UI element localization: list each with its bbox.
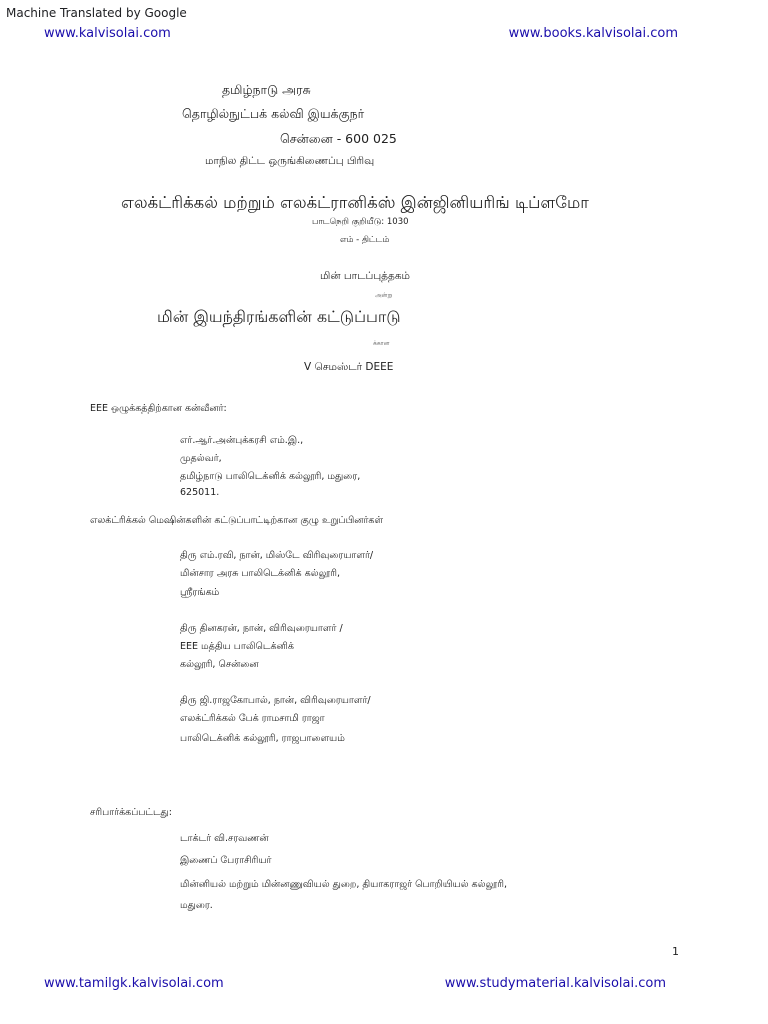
on-line: அன்று <box>375 292 393 299</box>
textbook-line: மின் பாடப்புத்தகம் <box>320 270 410 282</box>
header-link-kalvisolai[interactable]: www.kalvisolai.com <box>44 26 171 41</box>
cell-line: மாநில திட்ட ஒருங்கிணைப்பு பிரிவு <box>205 155 375 167</box>
course-code: பாடநெறி குறியீடு: 1030 <box>312 217 409 227</box>
convener-institution: தமிழ்நாடு பாலிடெக்னிக் கல்லூரி, மதுரை, <box>180 471 361 482</box>
for-line: க்கான <box>373 340 390 347</box>
machine-translated-banner: Machine Translated by Google <box>6 6 187 20</box>
convener-pincode: 625011. <box>180 487 220 498</box>
program-title: எலக்ட்ரிக்கல் மற்றும் எலக்ட்ரானிக்ஸ் இன்ஜினியரிங் டிப்ளமோ <box>121 193 589 212</box>
member-line: பாலிடெக்னிக் கல்லூரி, ராஜபாளையம் <box>180 733 345 744</box>
convener-name: எர்.ஆர்.அன்புக்கரசி எம்.இ., <box>180 435 304 446</box>
member-line: திரு எம்.ரவி, நான், மிஸ்டே விரிவுரையாளர்/ <box>180 550 374 561</box>
page-number: 1 <box>672 945 679 958</box>
header-link-books[interactable]: www.books.kalvisolai.com <box>508 26 678 41</box>
govt-title: தமிழ்நாடு அரசு <box>222 82 311 97</box>
scheme-line: எம் - திட்டம் <box>340 235 390 245</box>
semester-line: V செமஸ்டர் DEEE <box>304 361 394 373</box>
convener-heading: EEE ஒழுக்கத்திற்கான கன்வீனர்: <box>90 403 227 414</box>
member-line: திரு தினகரன், நான், விரிவுரையாளர் / <box>180 623 343 634</box>
member-line: மின்சார அரசு பாலிடெக்னிக் கல்லூரி, <box>180 568 341 579</box>
verifier-city: மதுரை. <box>180 900 213 911</box>
member-line: EEE மத்திய பாலிடெக்னிக் <box>180 641 294 652</box>
footer-link-tamilgk[interactable]: www.tamilgk.kalvisolai.com <box>44 976 224 991</box>
directorate-title: தொழில்நுட்பக் கல்வி இயக்குநர் <box>182 106 365 121</box>
member-line: திரு ஜி.ராஜகோபால், நான், விரிவுரையாளர்/ <box>180 695 371 706</box>
committee-heading: எலக்ட்ரிக்கல் மெஷின்களின் கட்டுப்பாட்டிற்கான குழு உறுப்பினர்கள் <box>90 515 384 526</box>
footer-link-studymaterial[interactable]: www.studymaterial.kalvisolai.com <box>444 976 666 991</box>
member-line: எலக்ட்ரிக்கல் பேக் ராமசாமி ராஜா <box>180 713 325 724</box>
member-line: கல்லூரி, சென்னை <box>180 659 259 670</box>
city-line: சென்னை - 600 025 <box>280 131 397 146</box>
verifier-role: இணைப் பேராசிரியர் <box>180 855 272 866</box>
subject-title: மின் இயந்திரங்களின் கட்டுப்பாடு <box>157 307 401 326</box>
verifier-name: டாக்டர் வி.சரவணன் <box>180 833 269 844</box>
convener-role: முதல்வர், <box>180 453 222 464</box>
verifier-department: மின்னியல் மற்றும் மின்னணுவியல் துறை, தியாகராஜர் பொறியியல் கல்லூரி, <box>180 879 507 890</box>
member-line: ஸ்ரீரங்கம் <box>180 587 220 598</box>
verified-heading: சரிபார்க்கப்பட்டது: <box>90 807 172 818</box>
